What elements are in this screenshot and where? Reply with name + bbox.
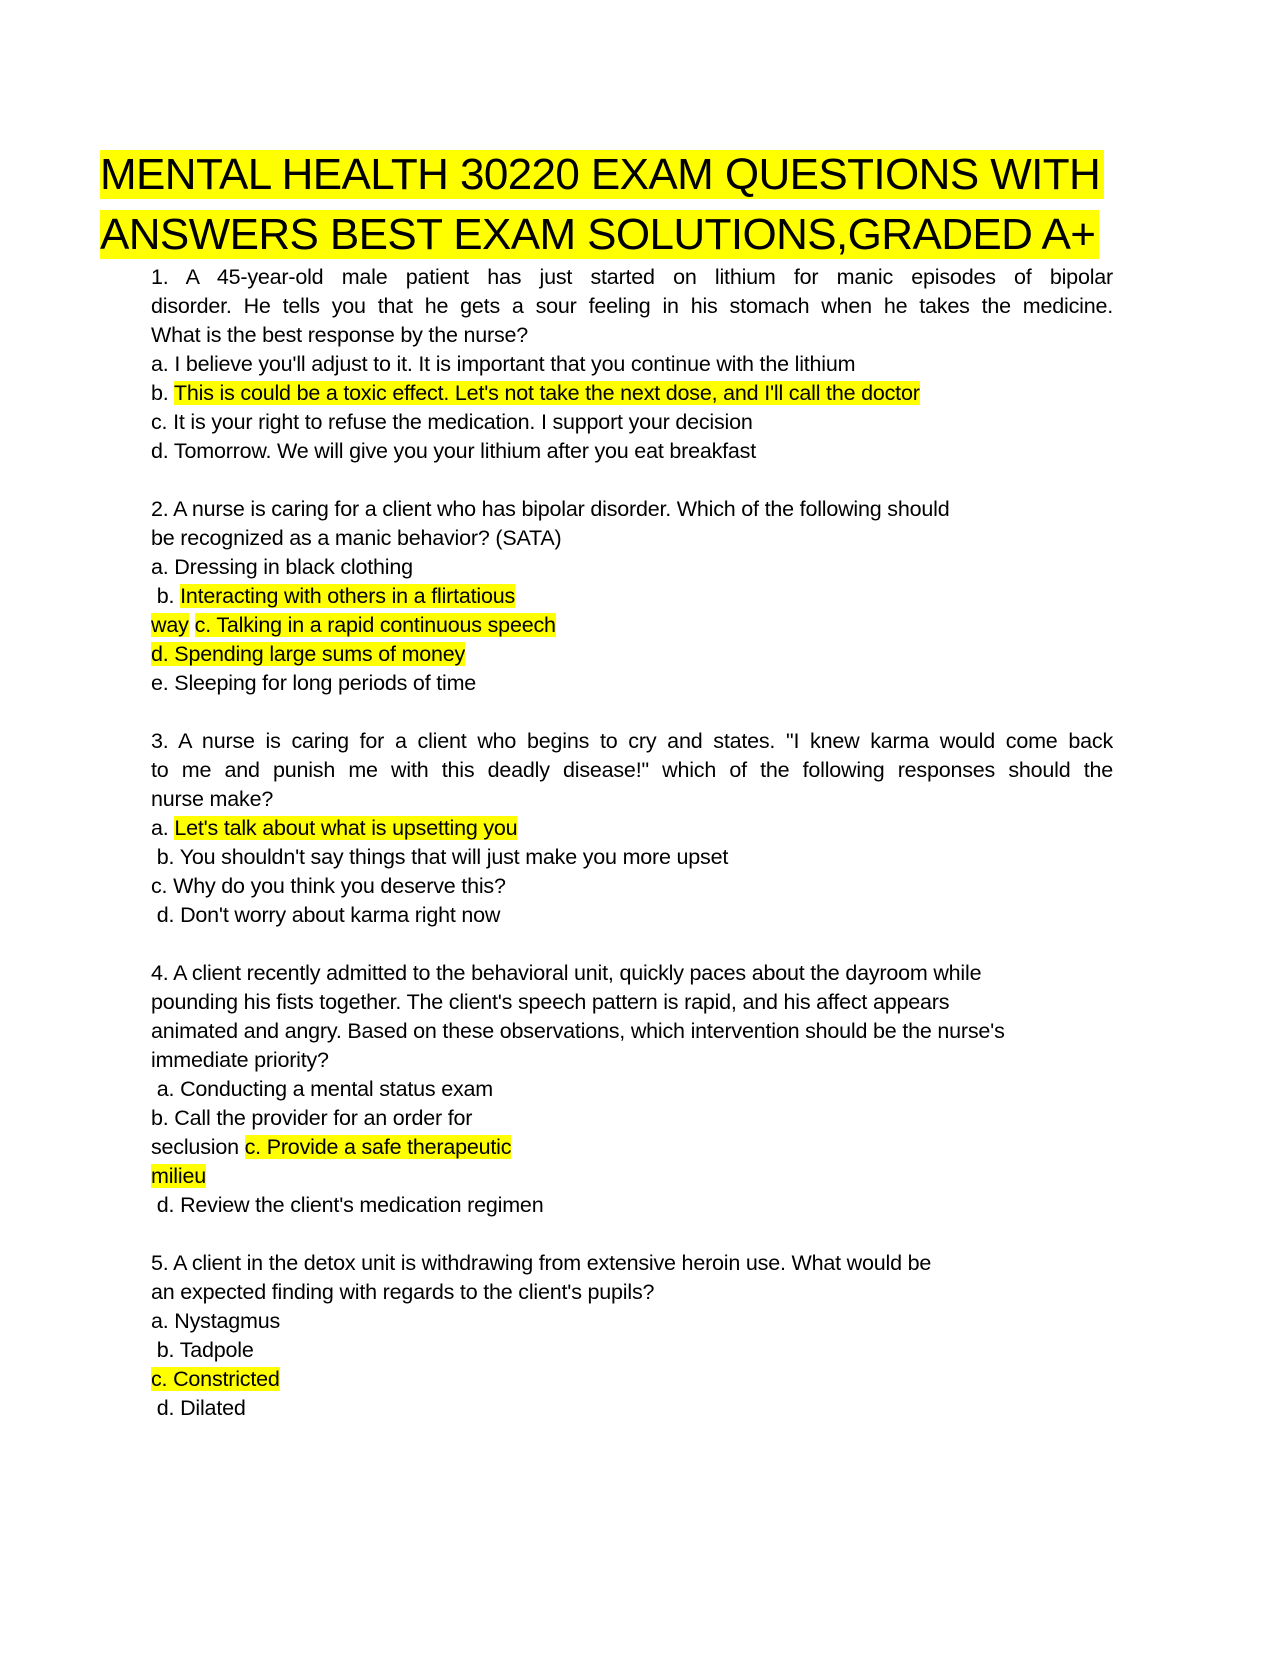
option-prefix: b. — [151, 584, 181, 608]
answer-option-d: d. Review the client's medication regimen — [151, 1193, 544, 1217]
answer-option-d — [151, 437, 756, 466]
answer-option-a: a. Dressing in black clothing — [151, 555, 413, 579]
answer-option-e: e. Sleeping for long periods of time — [151, 671, 477, 695]
answer-option-d: d. Dilated — [151, 1396, 246, 1420]
option-text: Don't worry about karma right now — [180, 903, 501, 927]
option-prefix: b. — [151, 381, 174, 405]
answer-option-a — [151, 350, 855, 379]
question-stem-line: immediate priority? — [151, 1048, 329, 1072]
answer-option-b-correct — [151, 379, 920, 408]
option-prefix: a. — [151, 352, 175, 376]
option-prefix: c. — [151, 874, 174, 898]
answer-option-a: a. Conducting a mental status exam — [151, 1077, 493, 1101]
answer-option-a: a. Nystagmus — [151, 1309, 281, 1333]
option-continuation: seclusion — [151, 1135, 245, 1159]
question-stem-line: to me and punish me with this deadly disease!" which of the following responses should the — [151, 758, 1113, 782]
answer-option-d-correct — [151, 640, 465, 669]
question-stem-line: be recognized as a manic behavior? (SATA) — [151, 526, 562, 550]
question-stem-line: 1. A 45-year-old male patient has just started on lithium for manic episodes of bipolar — [151, 265, 1113, 289]
document-title-line-2 — [100, 205, 1099, 265]
answer-option-a-correct — [151, 814, 517, 843]
correct-answer-highlight: way — [151, 613, 189, 637]
option-prefix: d. — [151, 903, 181, 927]
question-stem-line: nurse make? — [151, 787, 274, 811]
question-stem-line: 2. A nurse is caring for a client who has bipolar disorder. Which of the following should — [151, 497, 950, 521]
question-stem-line: 4. A client recently admitted to the behavioral unit, quickly paces about the dayroom while — [151, 961, 982, 985]
answer-option-b: b. Call the provider for an order for — [151, 1106, 473, 1130]
answer-option-b — [151, 843, 728, 872]
question-stem-line: disorder. He tells you that he gets a sour feeling in his stomach when he takes the medicine. — [151, 294, 1113, 318]
answer-option-c-correct — [151, 611, 556, 640]
answer-option-c-correct — [151, 1133, 511, 1162]
option-text: I believe you'll adjust to it. It is important that you continue with the lithium — [174, 352, 856, 376]
answer-option-c — [151, 872, 506, 901]
option-prefix: c. — [151, 410, 174, 434]
correct-answer-highlight: c. Talking in a rapid continuous speech — [194, 613, 556, 637]
answer-option-c-continuation — [151, 1162, 206, 1191]
option-text: It is your right to refuse the medication. I support your decision — [173, 410, 753, 434]
correct-answer-highlight: c. Provide a safe therapeutic — [244, 1135, 512, 1159]
answer-option-c — [151, 408, 753, 437]
answer-option-d — [151, 901, 500, 930]
question-stem-line: 3. A nurse is caring for a client who begins to cry and states. "I knew karma would come back — [151, 729, 1113, 753]
correct-answer-highlight: milieu — [151, 1164, 206, 1188]
question-stem-line: What is the best response by the nurse? — [151, 323, 529, 347]
question-stem-line: an expected finding with regards to the client's pupils? — [151, 1280, 655, 1304]
option-prefix: b. — [151, 845, 180, 869]
answer-option-b-correct — [151, 582, 515, 611]
correct-answer-highlight: c. Constricted — [151, 1367, 280, 1391]
option-text: Why do you think you deserve this? — [173, 874, 506, 898]
question-stem-line: 5. A client in the detox unit is withdrawing from extensive heroin use. What would be — [151, 1251, 932, 1275]
question-stem-line: animated and angry. Based on these observations, which intervention should be the nurse's — [151, 1019, 1005, 1043]
correct-answer-highlight: Let's talk about what is upsetting you — [174, 816, 518, 840]
option-text: Tomorrow. We will give you your lithium after you eat breakfast — [173, 439, 757, 463]
title-highlight: ANSWERS BEST EXAM SOLUTIONS,GRADED A+ — [100, 210, 1099, 259]
answer-option-c-correct — [151, 1365, 280, 1394]
correct-answer-highlight: d. Spending large sums of money — [151, 642, 466, 666]
question-stem-line: pounding his fists together. The client's speech pattern is rapid, and his affect appears — [151, 990, 950, 1014]
option-prefix: d. — [151, 439, 174, 463]
correct-answer-highlight: This is could be a toxic effect. Let's not take the next dose, and I'll call the doctor — [173, 381, 920, 405]
title-highlight: MENTAL HEALTH 30220 EXAM QUESTIONS WITH — [100, 150, 1104, 199]
correct-answer-highlight: Interacting with others in a flirtatious — [180, 584, 516, 608]
option-prefix: a. — [151, 816, 175, 840]
answer-option-b: b. Tadpole — [151, 1338, 254, 1362]
document-title-line-1 — [100, 145, 1104, 205]
option-text: You shouldn't say things that will just make you more upset — [179, 845, 729, 869]
